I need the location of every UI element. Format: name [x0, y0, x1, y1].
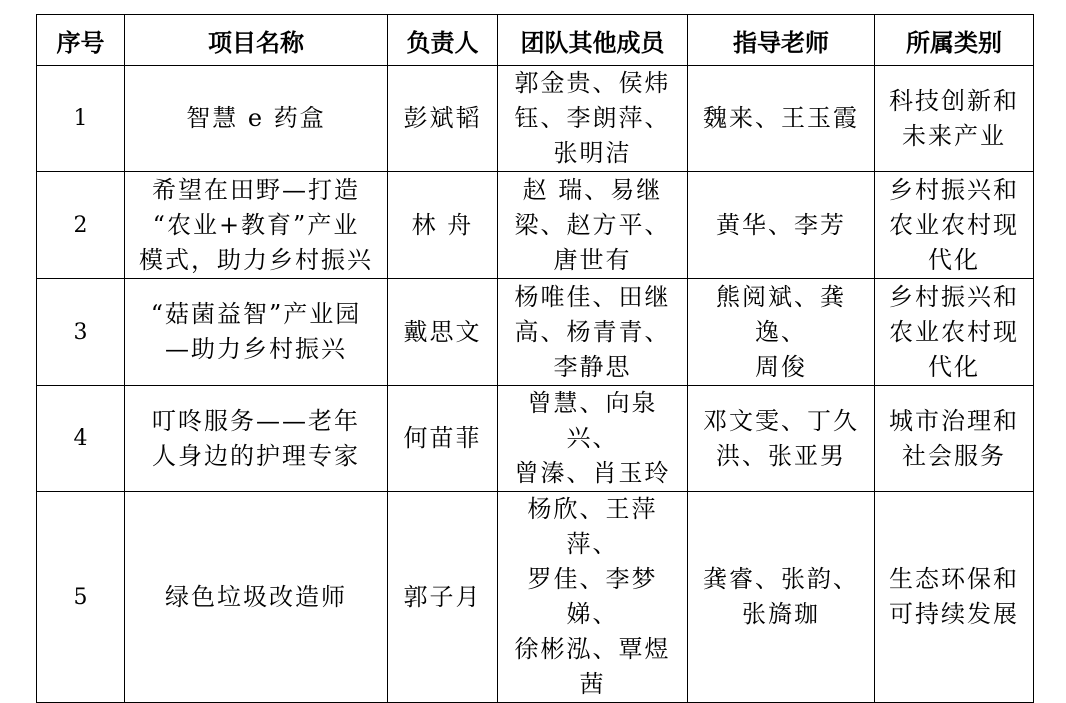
members-cell [498, 386, 688, 492]
row-index [37, 66, 125, 172]
advisor-cell [688, 492, 875, 703]
row-index [37, 279, 125, 386]
advisor-cell [688, 386, 875, 492]
header-project-name: 项目名称 [125, 15, 388, 66]
row-index-text: 1 [73, 106, 88, 131]
leader-text: 戴思文 [403, 317, 482, 346]
leader-cell [388, 492, 498, 703]
project-name-text: “菇菌益智”产业园 —助力乡村振兴 [150, 300, 362, 363]
advisor-text: 龚睿、张韵、 张旖珈 [703, 565, 859, 628]
table-row [37, 492, 1034, 703]
advisor-cell [688, 172, 875, 279]
header-leader: 负责人 [388, 15, 498, 66]
leader-text: 郭子月 [403, 582, 482, 611]
members-cell [498, 492, 688, 703]
advisor-cell [688, 279, 875, 386]
project-name-cell [125, 66, 388, 172]
header-team-members: 团队其他成员 [498, 15, 688, 66]
leader-cell [388, 172, 498, 279]
project-name-cell [125, 279, 388, 386]
row-index-text: 4 [73, 426, 88, 451]
category-cell [875, 172, 1034, 279]
members-cell [498, 172, 688, 279]
category-text: 城市治理和 社会服务 [889, 406, 1019, 470]
category-text: 科技创新和 未来产业 [889, 86, 1019, 150]
project-name-text: 希望在田野—打造 “农业+教育”产业 模式，助力乡村振兴 [139, 175, 373, 274]
row-index [37, 492, 125, 703]
leader-text: 林 舟 [411, 210, 474, 239]
header-advisor: 指导老师 [688, 15, 875, 66]
table-row [37, 279, 1034, 386]
row-index-text: 2 [73, 212, 88, 238]
advisor-text: 黄华、李芳 [716, 210, 846, 239]
project-name-cell [125, 172, 388, 279]
category-text: 乡村振兴和 农业农村现 代化 [889, 282, 1019, 381]
row-index-text: 5 [73, 584, 88, 610]
category-cell [875, 386, 1034, 492]
table-header-row [37, 15, 1034, 66]
project-name-cell [125, 386, 388, 492]
table-row [37, 66, 1034, 172]
advisor-text: 熊阅斌、龚逸、 周俊 [716, 282, 846, 381]
category-text: 乡村振兴和 农业农村现 代化 [889, 175, 1019, 274]
project-name-cell [125, 492, 388, 703]
project-name-text: 绿色垃圾改造师 [165, 582, 347, 611]
members-text: 郭金贵、侯炜 钰、李朗萍、 张明洁 [514, 69, 671, 167]
project-table [36, 14, 1034, 703]
members-cell [498, 279, 688, 386]
leader-cell [388, 66, 498, 172]
members-text: 赵 瑞、易继 梁、赵方平、 唐世有 [514, 175, 671, 274]
advisor-cell [688, 66, 875, 172]
row-index-text: 3 [73, 319, 88, 345]
category-text: 生态环保和 可持续发展 [889, 565, 1019, 628]
table-row [37, 386, 1034, 492]
header-category: 所属类别 [875, 15, 1034, 66]
project-name-text: 叮咚服务——老年 人身边的护理专家 [152, 406, 360, 470]
members-text: 曾慧、向泉兴、 曾溱、肖玉玲 [514, 389, 671, 487]
category-cell [875, 66, 1034, 172]
leader-cell [388, 386, 498, 492]
members-text: 杨欣、王萍萍、 罗佳、李梦娣、 徐彬泓、覃煜 茜 [514, 495, 671, 698]
category-cell [875, 279, 1034, 386]
leader-cell [388, 279, 498, 386]
row-index [37, 386, 125, 492]
table-row [37, 172, 1034, 279]
members-cell [498, 66, 688, 172]
row-index [37, 172, 125, 279]
category-cell [875, 492, 1034, 703]
advisor-text: 邓文雯、丁久 洪、张亚男 [703, 406, 859, 470]
advisor-text: 魏来、王玉霞 [703, 104, 859, 132]
members-text: 杨唯佳、田继 高、杨青青、 李静思 [514, 282, 671, 381]
header-index: 序号 [37, 15, 125, 66]
leader-text: 何苗菲 [403, 424, 482, 452]
leader-text: 彭斌韬 [403, 104, 482, 132]
project-name-text: 智慧 e 药盒 [186, 104, 326, 132]
